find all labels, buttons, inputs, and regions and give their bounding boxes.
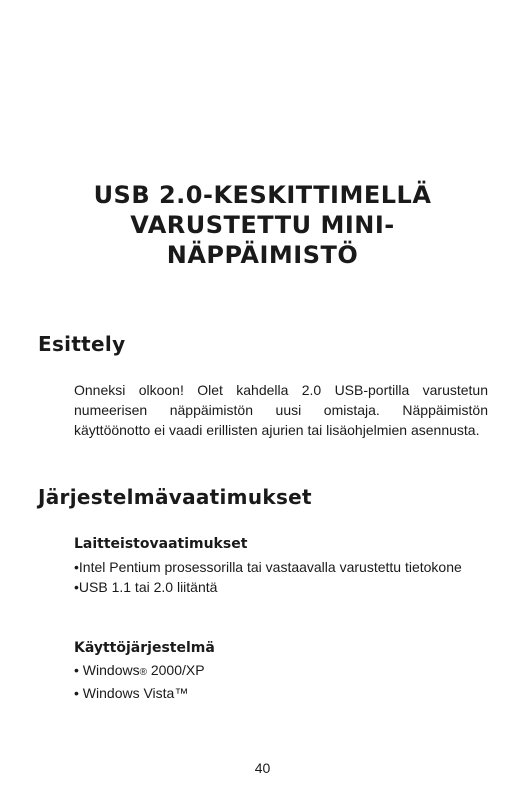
intro-paragraph: Onneksi olkoon! Olet kahdella 2.0 USB-portilla varustetun numeerisen näppäimistön uusi omistaja. Näppäimistön käyttöönotto ei vaadi erillisten ajurien tai lisäohjelmien asennusta. <box>74 382 488 438</box>
list-item: • Windows Vista™ <box>74 685 189 701</box>
list-item: •Intel Pentium prosessorilla tai vastaavalla varustettu tietokone <box>74 559 462 575</box>
os-item-suffix: 2000/XP <box>146 662 205 678</box>
os-list <box>74 660 494 703</box>
title-line-1: USB 2.0-KESKITTIMELLÄ <box>93 181 432 209</box>
subheading-hardware: Laitteistovaatimukset <box>74 536 248 552</box>
registered-mark: ® <box>139 667 147 678</box>
os-item-prefix: • Windows <box>74 662 140 678</box>
section-heading-requirements: Järjestelmävaatimukset <box>38 485 312 509</box>
document-title <box>40 180 485 270</box>
list-item: •USB 1.1 tai 2.0 liitäntä <box>74 579 218 595</box>
title-line-3: NÄPPÄIMISTÖ <box>166 241 359 269</box>
page-number: 40 <box>254 760 271 776</box>
title-line-2: VARUSTETTU MINI- <box>130 211 395 239</box>
hardware-list <box>74 557 494 597</box>
list-item <box>74 660 494 683</box>
section-heading-intro: Esittely <box>38 332 126 356</box>
subheading-os: Käyttöjärjestelmä <box>74 640 215 656</box>
